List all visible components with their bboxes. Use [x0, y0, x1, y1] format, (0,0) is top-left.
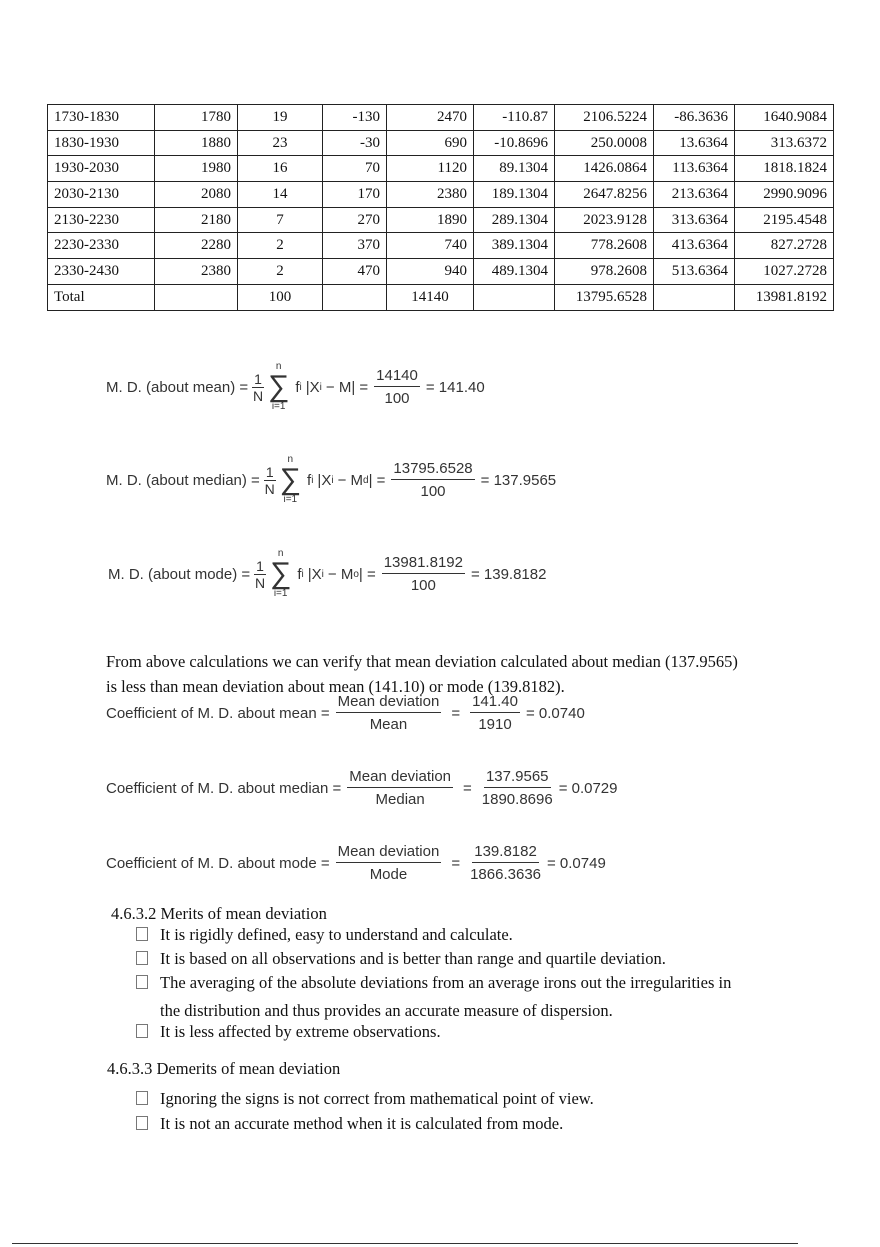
table-cell: 23 [238, 130, 323, 156]
table-cell: 70 [323, 156, 387, 182]
table-cell: 313.6364 [654, 207, 735, 233]
table-cell: 1890 [387, 207, 474, 233]
table-row [48, 105, 834, 131]
formula-result: = 0.0729 [558, 779, 618, 797]
table-cell: 1426.0864 [555, 156, 654, 182]
table-cell: 2080 [155, 182, 238, 208]
table-cell: 1640.9084 [735, 105, 834, 131]
table-cell: 250.0008 [555, 130, 654, 156]
value-fraction: $\frac{14140}{100}$ [376, 367, 418, 407]
table-cell: 89.1304 [474, 156, 555, 182]
table-cell: 413.6364 [654, 233, 735, 259]
table-cell: 489.1304 [474, 259, 555, 285]
paragraph-line-1: From above calculations we can verify that mean deviation calculated about median (137.9565) [106, 652, 738, 671]
table-cell: 1980 [155, 156, 238, 182]
table-cell: 2647.8256 [555, 182, 654, 208]
table-row [48, 156, 834, 182]
md-about-median-formula: M. D. (about median) = $\frac{1}{N}$ n ∑ i=1 f i |X i − M d | = $\frac{13795.6528}{100}$ = 137.9565 [106, 454, 557, 505]
table-cell: 19 [238, 105, 323, 131]
table-cell: 189.1304 [474, 182, 555, 208]
bullet-icon [136, 1024, 148, 1038]
table-cell: 13795.6528 [555, 284, 654, 310]
formula-result: = 0.0749 [547, 854, 606, 872]
table-cell [155, 284, 238, 310]
table-cell: 740 [387, 233, 474, 259]
table-cell [474, 284, 555, 310]
bullet-icon [136, 927, 148, 941]
paragraph-line-2: is less than mean deviation about mean (141.10) or mode (139.8182). [106, 677, 565, 696]
table-cell: 690 [387, 130, 474, 156]
list-item: It is rigidly defined, easy to understand and calculate. [136, 925, 513, 945]
formula-result: = 141.40 [425, 378, 485, 396]
merits-heading: 4.6.3.2 Merits of mean deviation [111, 904, 327, 923]
table-cell: 513.6364 [654, 259, 735, 285]
list-item: It is not an accurate method when it is calculated from mode. [136, 1114, 563, 1134]
table-cell: 2180 [155, 207, 238, 233]
md-about-mode-formula: M. D. (about mode) = $\frac{1}{N}$ n ∑ i=1 f i |X i − M o | = $\frac{13981.8192}{100}$ = 139.8182 [108, 548, 547, 599]
list-item: It is based on all observations and is better than range and quartile deviation. [136, 949, 666, 969]
table-cell: 100 [238, 284, 323, 310]
table-cell: 370 [323, 233, 387, 259]
table-cell: 7 [238, 207, 323, 233]
bullet-icon [136, 951, 148, 965]
one-over-n: $\frac{1}{N}$ [264, 463, 275, 497]
table-row [48, 207, 834, 233]
table-cell: 14 [238, 182, 323, 208]
table-cell: 14140 [387, 284, 474, 310]
table-cell: -130 [323, 105, 387, 131]
table-cell: 1027.2728 [735, 259, 834, 285]
formula-result: = 137.9565 [480, 471, 557, 489]
one-over-n: $\frac{1}{N}$ [254, 557, 266, 591]
table-cell: 1120 [387, 156, 474, 182]
table-cell: 2330-2430 [48, 259, 155, 285]
formula-result: = 139.8182 [470, 565, 547, 583]
table-cell: 2470 [387, 105, 474, 131]
table-cell: -10.8696 [474, 130, 555, 156]
formula-label: M. D. (about median) = [106, 471, 260, 489]
table-cell: 1830-1930 [48, 130, 155, 156]
table-cell: 113.6364 [654, 156, 735, 182]
table-cell: 270 [323, 207, 387, 233]
table-cell: 2130-2230 [48, 207, 155, 233]
table-cell: 2023.9128 [555, 207, 654, 233]
table-cell: 1780 [155, 105, 238, 131]
list-item: The averaging of the absolute deviations from an average irons out the irregularities in [136, 973, 731, 993]
table-row [48, 259, 834, 285]
list-item: It is less affected by extreme observations. [136, 1022, 441, 1042]
table-cell: 2380 [387, 182, 474, 208]
coefficient-mean-formula: Coefficient of M. D. about mean = $\frac{\text{Mean deviation}}{\text{Mean}}$ = $\frac{141.40}{1910}$ = 0.0740 [106, 693, 585, 733]
sigma-symbol: n ∑ i=1 [279, 454, 302, 505]
table-cell: 1730-1830 [48, 105, 155, 131]
table-cell: 170 [323, 182, 387, 208]
table-cell: 2380 [155, 259, 238, 285]
table-cell: 827.2728 [735, 233, 834, 259]
bullet-icon [136, 1091, 148, 1105]
table-cell: 1818.1824 [735, 156, 834, 182]
value-fraction: $\frac{13795.6528}{100}$ [393, 460, 473, 500]
table-cell: 2990.9096 [735, 182, 834, 208]
formula-result: = 0.0740 [525, 704, 585, 722]
table-cell: 389.1304 [474, 233, 555, 259]
table-cell [654, 284, 735, 310]
table-cell: 13981.8192 [735, 284, 834, 310]
formula-label: Coefficient of M. D. about mean = [106, 704, 330, 722]
table-cell: 778.2608 [555, 233, 654, 259]
table-cell: 289.1304 [474, 207, 555, 233]
list-item: Ignoring the signs is not correct from mathematical point of view. [136, 1089, 594, 1109]
footer-rule [12, 1243, 798, 1244]
coefficient-median-formula: Coefficient of M. D. about median = $\frac{\text{Mean deviation}}{\text{Median}}$ = $\frac{137.9565}{1890.8696}$ = 0.0729 [106, 768, 618, 808]
demerits-heading: 4.6.3.3 Demerits of mean deviation [107, 1059, 341, 1078]
sigma-symbol: n ∑ i=1 [267, 361, 290, 412]
table-cell: 978.2608 [555, 259, 654, 285]
table-cell: Total [48, 284, 155, 310]
coefficient-mode-formula: Coefficient of M. D. about mode = $\frac{\text{Mean deviation}}{\text{Mode}}$ = $\frac{139.8182}{1866.3636}$ = 0.0749 [106, 843, 606, 883]
table-cell: 1880 [155, 130, 238, 156]
table-cell: 1930-2030 [48, 156, 155, 182]
formula-label: M. D. (about mode) = [108, 565, 251, 583]
table-row [48, 233, 834, 259]
formula-label: Coefficient of M. D. about mode = [106, 854, 330, 872]
deviation-table [47, 104, 834, 311]
value-fraction: $\frac{13981.8192}{100}$ [383, 554, 463, 594]
sigma-symbol: n ∑ i=1 [269, 548, 292, 599]
table-cell: 2 [238, 233, 323, 259]
table-cell: 13.6364 [654, 130, 735, 156]
table-cell: 213.6364 [654, 182, 735, 208]
md-about-mean-formula: M. D. (about mean) = $\frac{1}{N}$ n ∑ i=1 f i |X i − M| = $\frac{14140}{100}$ = 141.40 [106, 361, 485, 412]
table-cell: 470 [323, 259, 387, 285]
table-total-row [48, 284, 834, 310]
table-cell: -30 [323, 130, 387, 156]
table-cell: 16 [238, 156, 323, 182]
bullet-icon [136, 1116, 148, 1130]
one-over-n: $\frac{1}{N}$ [252, 370, 264, 404]
table-cell [323, 284, 387, 310]
table-cell: 2280 [155, 233, 238, 259]
table-cell: 313.6372 [735, 130, 834, 156]
table-cell: 2195.4548 [735, 207, 834, 233]
table-row [48, 130, 834, 156]
formula-label: Coefficient of M. D. about median = [106, 779, 342, 797]
formula-label: M. D. (about mean) = [106, 378, 249, 396]
table-cell: 2230-2330 [48, 233, 155, 259]
table-cell: -110.87 [474, 105, 555, 131]
bullet-icon [136, 975, 148, 989]
table-cell: 940 [387, 259, 474, 285]
table-cell: 2106.5224 [555, 105, 654, 131]
table-row [48, 182, 834, 208]
table-cell: 2 [238, 259, 323, 285]
list-item-continuation: the distribution and thus provides an accurate measure of dispersion. [160, 1001, 613, 1020]
table-cell: -86.3636 [654, 105, 735, 131]
table-cell: 2030-2130 [48, 182, 155, 208]
